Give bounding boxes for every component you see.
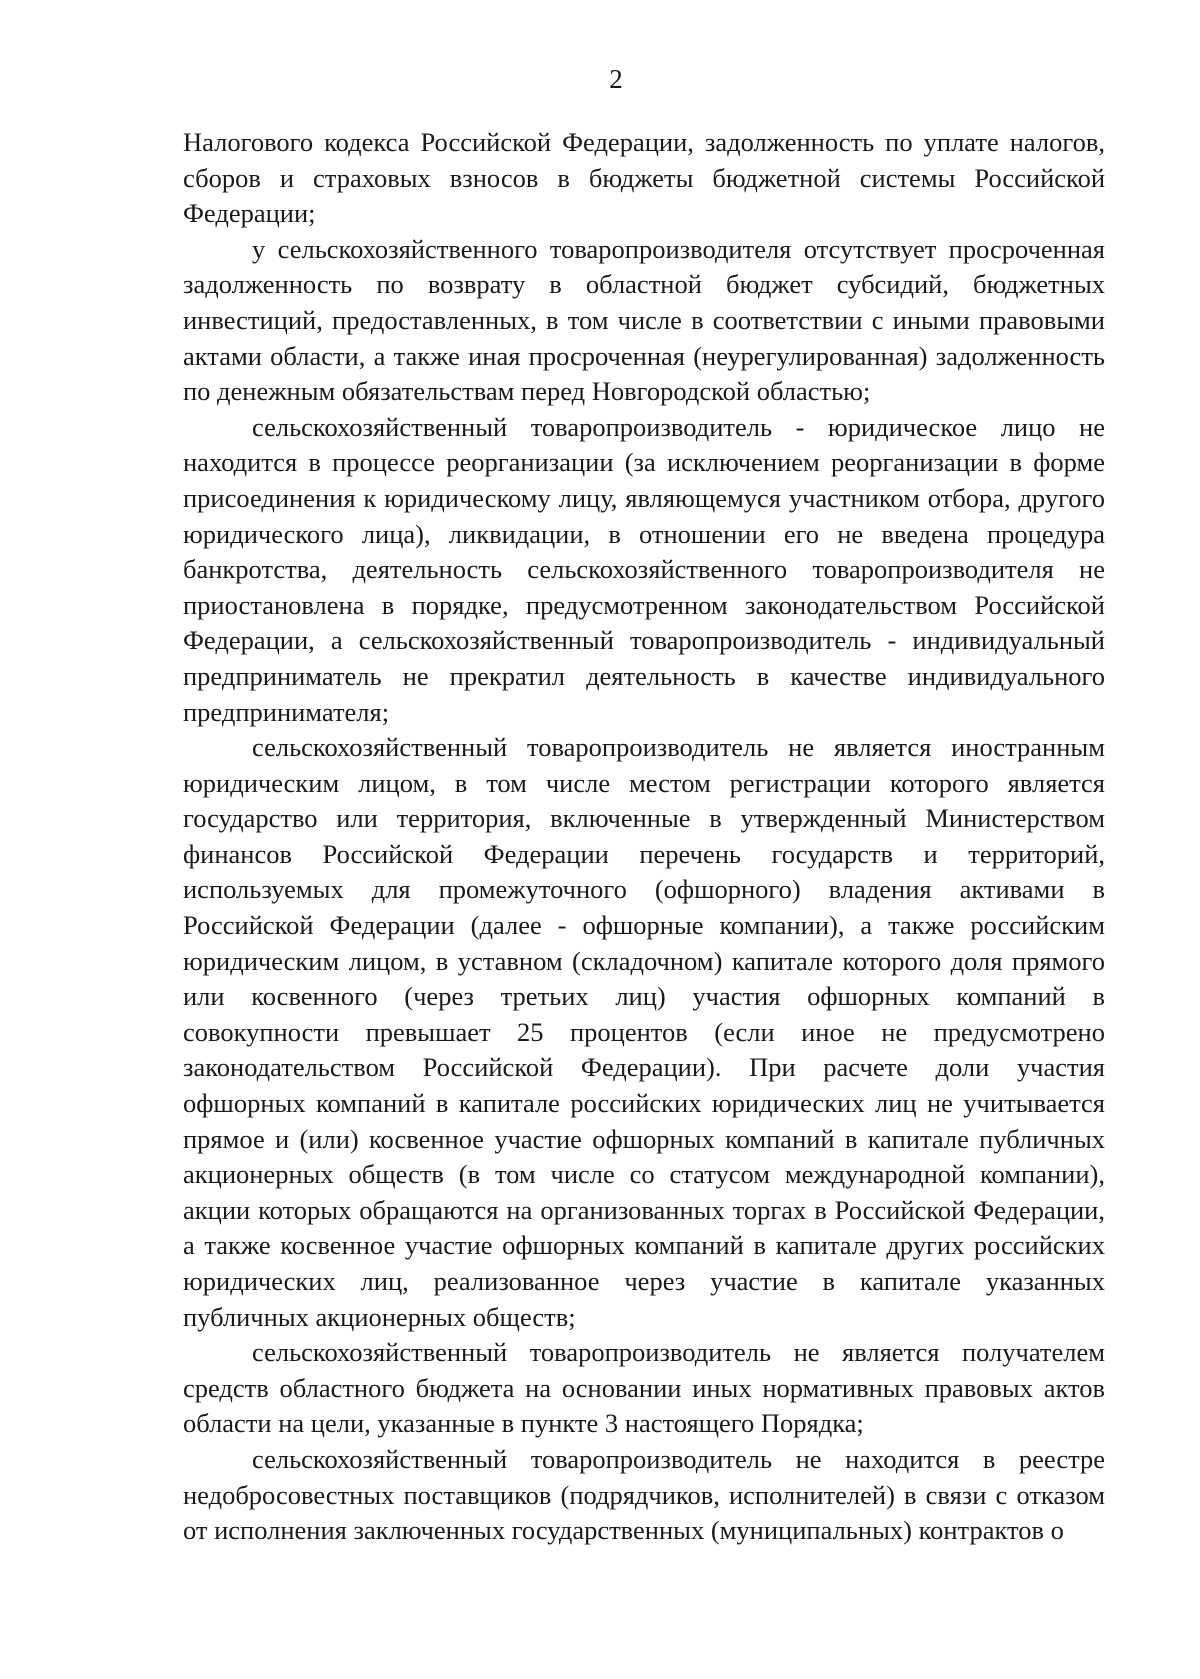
- paragraph: сельскохозяйственный товаропроизводитель не находится в реестре недобросовестных поставщиков (подрядчиков, исполнителей) в связи с отказом от исполнения заключенных государственных (муниципальных) контрактов о: [183, 1443, 1105, 1546]
- paragraph: сельскохозяйственный товаропроизводитель не является иностранным юридическим лицом, в том числе местом регистрации которого является государство или территория, включенные в утвержденный Министерством финансов Российской Федерации перечень государств и территорий, используемых для промежуточного (офшорного) владения активами в Российской Федерации (далее - офшорные компании), а также российским юридическим лицом, в уставном (складочном) капитале которого доля прямого или косвенного (через третьих лиц) участия офшорных компаний в совокупности превышает 25 процентов (если иное не предусмотрено законодательством Российской Федерации). При расчете доли участия офшорных компаний в капитале российских юридических лиц не учитывается прямое и (или) косвенное участие офшорных компаний в капитале публичных акционерных обществ (в том числе со статусом международной компании), акции которых обращаются на организованных торгах в Российской Федерации, а также косвенное участие офшорных компаний в капитале других российских юридических лиц, реализованное через участие в капитале указанных публичных акционерных обществ;: [183, 732, 1105, 1332]
- document-body: [183, 125, 1105, 1549]
- paragraph-continuation: Налогового кодекса Российской Федерации, задолженность по уплате налогов, сборов и страховых взносов в бюджеты бюджетной системы Российской Федерации;: [183, 127, 1105, 229]
- paragraph: у сельскохозяйственного товаропроизводителя отсутствует просроченная задолженность по возврату в областной бюджет субсидий, бюджетных инвестиций, предоставленных, в том числе в соответствии с иными правовыми актами области, а также иная просроченная (неурегулированная) задолженность по денежным обязательствам перед Новгородской областью;: [183, 233, 1105, 407]
- paragraph: сельскохозяйственный товаропроизводитель - юридическое лицо не находится в процессе реорганизации (за исключением реорганизации в форме присоединения к юридическому лицу, являющемуся участником отбора, другого юридического лица), ликвидации, в отношении его не введена процедура банкротства, деятельность сельскохозяйственного товаропроизводителя не приостановлена в порядке, предусмотренном законодательством Российской Федерации, а сельскохозяйственный товаропроизводитель - индивидуальный предприниматель не прекратил деятельность в качестве индивидуального предпринимателя;: [183, 411, 1105, 727]
- page-number: 2: [609, 64, 623, 94]
- paragraph: сельскохозяйственный товаропроизводитель не является получателем средств областного бюджета на основании иных нормативных правовых актов области на цели, указанные в пункте 3 настоящего Порядка;: [183, 1337, 1105, 1439]
